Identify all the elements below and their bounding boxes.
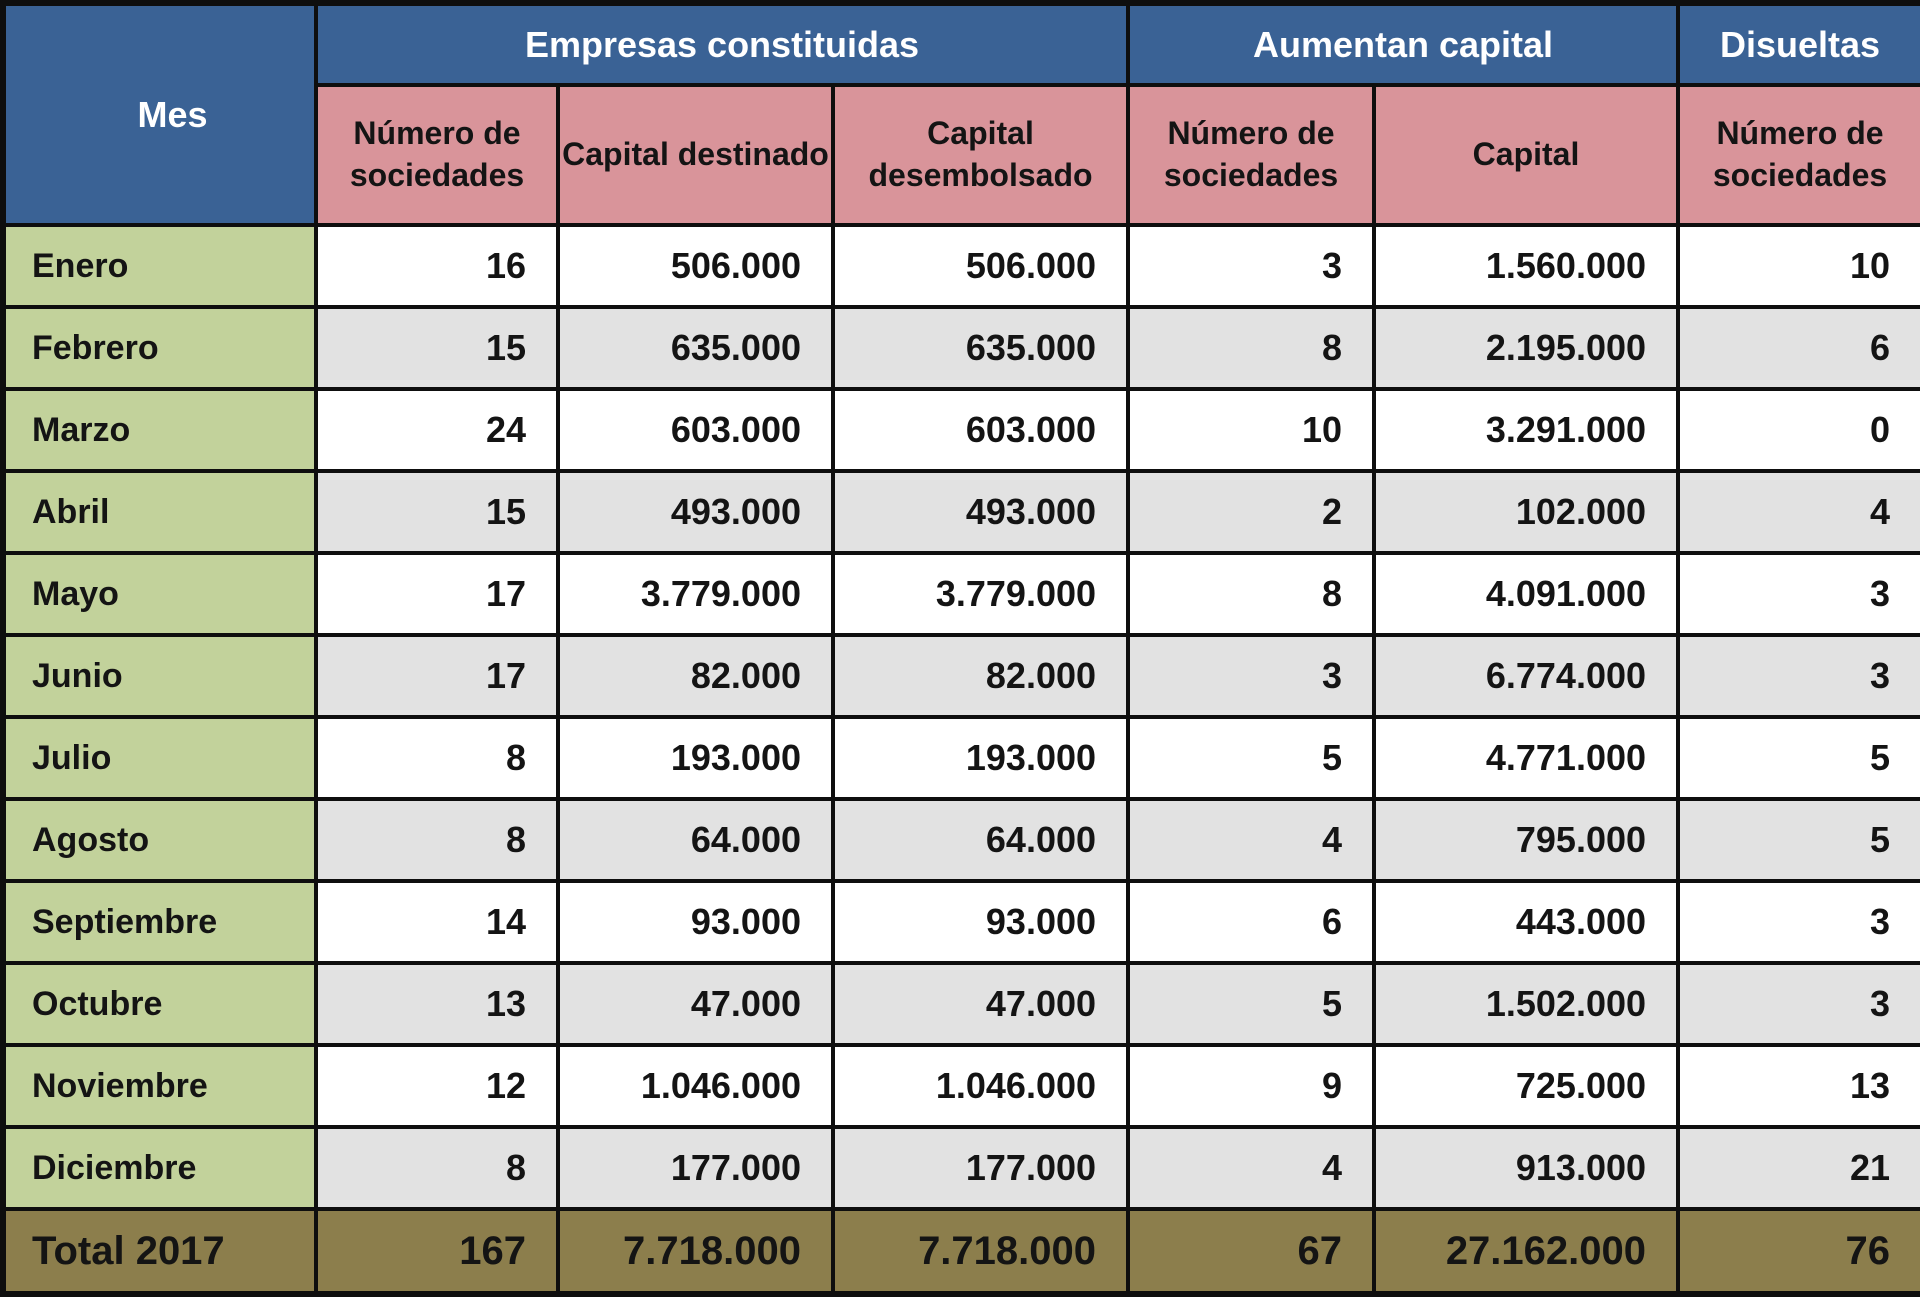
value-cell: 102.000 (1374, 471, 1678, 553)
value-cell: 603.000 (833, 389, 1128, 471)
value-cell: 3.779.000 (833, 553, 1128, 635)
value-cell: 5 (1678, 799, 1920, 881)
table-row-agosto (3, 799, 1920, 881)
table-row-mayo (3, 553, 1920, 635)
value-cell: 6.774.000 (1374, 635, 1678, 717)
value-cell: 47.000 (558, 963, 833, 1045)
value-cell: 14 (316, 881, 558, 963)
value-cell: 1.046.000 (833, 1045, 1128, 1127)
value-cell: 3 (1678, 635, 1920, 717)
month-cell: Marzo (3, 389, 316, 471)
value-cell: 82.000 (558, 635, 833, 717)
value-cell: 795.000 (1374, 799, 1678, 881)
value-cell: 4 (1678, 471, 1920, 553)
value-cell: 635.000 (833, 307, 1128, 389)
value-cell: 10 (1678, 225, 1920, 307)
subheader-numero-sociedades-aumentan: Número de sociedades (1128, 85, 1374, 225)
value-cell: 16 (316, 225, 558, 307)
value-cell: 177.000 (833, 1127, 1128, 1209)
month-cell: Septiembre (3, 881, 316, 963)
table-row-marzo (3, 389, 1920, 471)
value-cell: 177.000 (558, 1127, 833, 1209)
value-cell: 21 (1678, 1127, 1920, 1209)
group-header-empresas-constituidas: Empresas constituidas (316, 3, 1128, 85)
total-row (3, 1209, 1920, 1294)
month-cell: Enero (3, 225, 316, 307)
value-cell: 10 (1128, 389, 1374, 471)
table-row-septiembre (3, 881, 1920, 963)
value-cell: 506.000 (833, 225, 1128, 307)
subheader-numero-sociedades-disueltas: Número de sociedades (1678, 85, 1920, 225)
table-row-enero (3, 225, 1920, 307)
group-header-disueltas: Disueltas (1678, 3, 1920, 85)
value-cell: 3 (1678, 881, 1920, 963)
value-cell: 193.000 (833, 717, 1128, 799)
value-cell: 9 (1128, 1045, 1374, 1127)
value-cell: 5 (1128, 963, 1374, 1045)
value-cell: 15 (316, 307, 558, 389)
value-cell: 15 (316, 471, 558, 553)
corner-header-mes: Mes (3, 3, 316, 225)
table-row-junio (3, 635, 1920, 717)
table-row-julio (3, 717, 1920, 799)
value-cell: 93.000 (558, 881, 833, 963)
value-cell: 64.000 (833, 799, 1128, 881)
value-cell: 443.000 (1374, 881, 1678, 963)
table-row-febrero (3, 307, 1920, 389)
month-cell: Octubre (3, 963, 316, 1045)
subheader-capital-desembolsado: Capital desembolsado (833, 85, 1128, 225)
month-cell: Junio (3, 635, 316, 717)
value-cell: 0 (1678, 389, 1920, 471)
value-cell: 8 (316, 799, 558, 881)
value-cell: 1.560.000 (1374, 225, 1678, 307)
value-cell: 6 (1128, 881, 1374, 963)
value-cell: 3 (1128, 635, 1374, 717)
table-row-noviembre (3, 1045, 1920, 1127)
value-cell: 3 (1678, 553, 1920, 635)
value-cell: 64.000 (558, 799, 833, 881)
value-cell: 8 (1128, 553, 1374, 635)
value-cell: 193.000 (558, 717, 833, 799)
total-value-cell: 7.718.000 (833, 1209, 1128, 1294)
value-cell: 47.000 (833, 963, 1128, 1045)
value-cell: 13 (316, 963, 558, 1045)
value-cell: 3.291.000 (1374, 389, 1678, 471)
value-cell: 12 (316, 1045, 558, 1127)
value-cell: 24 (316, 389, 558, 471)
value-cell: 8 (1128, 307, 1374, 389)
value-cell: 603.000 (558, 389, 833, 471)
group-header-aumentan-capital: Aumentan capital (1128, 3, 1678, 85)
value-cell: 635.000 (558, 307, 833, 389)
total-value-cell: 76 (1678, 1209, 1920, 1294)
value-cell: 3 (1128, 225, 1374, 307)
table-row-abril (3, 471, 1920, 553)
total-value-cell: 27.162.000 (1374, 1209, 1678, 1294)
value-cell: 493.000 (558, 471, 833, 553)
month-cell: Julio (3, 717, 316, 799)
value-cell: 4.771.000 (1374, 717, 1678, 799)
total-value-cell: 7.718.000 (558, 1209, 833, 1294)
month-cell: Agosto (3, 799, 316, 881)
month-cell: Diciembre (3, 1127, 316, 1209)
value-cell: 5 (1128, 717, 1374, 799)
month-cell: Abril (3, 471, 316, 553)
value-cell: 3 (1678, 963, 1920, 1045)
value-cell: 2 (1128, 471, 1374, 553)
total-value-cell: 67 (1128, 1209, 1374, 1294)
value-cell: 4 (1128, 799, 1374, 881)
value-cell: 493.000 (833, 471, 1128, 553)
month-cell: Febrero (3, 307, 316, 389)
value-cell: 725.000 (1374, 1045, 1678, 1127)
subheader-numero-sociedades-constituidas: Número de sociedades (316, 85, 558, 225)
total-label-cell: Total 2017 (3, 1209, 316, 1294)
value-cell: 506.000 (558, 225, 833, 307)
value-cell: 1.502.000 (1374, 963, 1678, 1045)
subheader-capital-aumentan: Capital (1374, 85, 1678, 225)
table-row-octubre (3, 963, 1920, 1045)
value-cell: 1.046.000 (558, 1045, 833, 1127)
value-cell: 93.000 (833, 881, 1128, 963)
value-cell: 8 (316, 1127, 558, 1209)
total-value-cell: 167 (316, 1209, 558, 1294)
value-cell: 913.000 (1374, 1127, 1678, 1209)
value-cell: 4 (1128, 1127, 1374, 1209)
value-cell: 8 (316, 717, 558, 799)
value-cell: 17 (316, 553, 558, 635)
month-cell: Noviembre (3, 1045, 316, 1127)
value-cell: 3.779.000 (558, 553, 833, 635)
value-cell: 5 (1678, 717, 1920, 799)
subheader-capital-destinado: Capital destinado (558, 85, 833, 225)
month-cell: Mayo (3, 553, 316, 635)
group-header-row (3, 3, 1920, 85)
value-cell: 82.000 (833, 635, 1128, 717)
value-cell: 4.091.000 (1374, 553, 1678, 635)
value-cell: 6 (1678, 307, 1920, 389)
table-row-diciembre (3, 1127, 1920, 1209)
value-cell: 2.195.000 (1374, 307, 1678, 389)
value-cell: 17 (316, 635, 558, 717)
value-cell: 13 (1678, 1045, 1920, 1127)
